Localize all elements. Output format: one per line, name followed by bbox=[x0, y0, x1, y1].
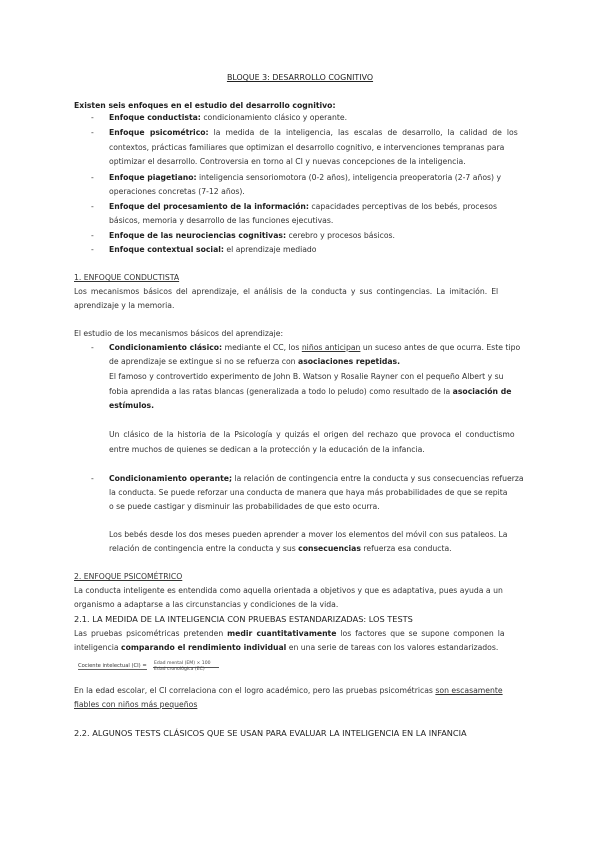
list-item-cont: básicos, memoria y desarrollo de las funciones ejecutivas. bbox=[109, 216, 334, 225]
paragraph-line: El estudio de los mecanismos básicos del aprendizaje: bbox=[74, 329, 284, 338]
list-item-cont: la conducta. Se puede reforzar una conducta de manera que haya más probabilidades de que se repita bbox=[109, 488, 508, 497]
formula-denominator: Edad cronológica (EC) bbox=[154, 667, 205, 672]
bullet: - bbox=[91, 231, 94, 240]
page-title: BLOQUE 3: DESARROLLO COGNITIVO bbox=[226, 73, 374, 82]
paragraph-line: La conducta inteligente es entendida como aquella orientada a objetivos y que es adaptativa, pues ayuda a un bbox=[74, 586, 503, 595]
paragraph-line: Las pruebas psicométricas pretenden medir cuantitativamente los factores que se supone componen la bbox=[74, 629, 505, 638]
list-item-cont: de aprendizaje se extingue si no se refuerza con asociaciones repetidas. bbox=[109, 357, 401, 366]
bullet: - bbox=[91, 245, 94, 254]
list-item-cont: contextos, prácticas familiares que optimizan el desarrollo cognitivo, e intervenciones tempranas para bbox=[109, 143, 505, 152]
bullet: - bbox=[91, 343, 94, 352]
paragraph-line: fiables con niños más pequeños bbox=[74, 700, 198, 709]
list-item-cont: operaciones concretas (7-12 años). bbox=[109, 187, 245, 196]
list-item-cont: optimizar el desarrollo. Controversia en torno al CI y nuevas concepciones de la inteligencia. bbox=[109, 157, 466, 166]
intro-line: Existen seis enfoques en el estudio del desarrollo cognitivo: bbox=[74, 101, 336, 110]
list-item-cont: o se puede castigar y disminuir las probabilidades de que esto ocurra. bbox=[109, 502, 380, 511]
section-heading: 2. ENFOQUE PSICOMÉTRICO bbox=[74, 572, 183, 581]
bullet: - bbox=[91, 113, 94, 122]
formula-label: Cociente intelectual (CI) = bbox=[78, 663, 147, 669]
bullet: - bbox=[91, 474, 94, 483]
list-item: Enfoque de las neurociencias cognitivas: cerebro y procesos básicos. bbox=[109, 231, 395, 240]
list-item: Enfoque del procesamiento de la información: capacidades perceptivas de los bebés, procesos bbox=[109, 202, 497, 211]
paragraph-line: aprendizaje y la memoria. bbox=[74, 301, 175, 310]
list-item-cont: fobia aprendida a las ratas blancas (generalizada a todo lo peludo) como resultado de la asociación de bbox=[109, 387, 512, 396]
list-item-cont: estímulos. bbox=[109, 401, 154, 410]
section-heading: 1. ENFOQUE CONDUCTISTA bbox=[74, 273, 180, 282]
list-item: Condicionamiento operante; la relación de contingencia entre la conducta y sus consecuencias refuerza bbox=[109, 474, 524, 483]
list-item: Enfoque contextual social: el aprendizaje mediado bbox=[109, 245, 317, 254]
list-item: Condicionamiento clásico: mediante el CC, los niños anticipan un suceso antes de que ocurra. Este tipo bbox=[109, 343, 521, 352]
iq-formula bbox=[78, 661, 220, 675]
list-item: Enfoque piagetiano: inteligencia sensoriomotora (0-2 años), inteligencia preoperatoria (2-7 años) y bbox=[109, 173, 502, 182]
subsection-heading: 2.1. LA MEDIDA DE LA INTELIGENCIA CON PRUEBAS ESTANDARIZADAS: LOS TESTS bbox=[74, 614, 413, 624]
bullet: - bbox=[91, 202, 94, 211]
paragraph-line: organismo a adaptarse a las circunstancias y condiciones de la vida. bbox=[74, 600, 339, 609]
list-item: Enfoque psicométrico: la medida de la inteligencia, las escalas de desarrollo, la calidad de los bbox=[109, 128, 518, 137]
list-item: Enfoque conductista: condicionamiento clásico y operante. bbox=[109, 113, 348, 122]
paragraph-line: Los mecanismos básicos del aprendizaje, el análisis de la conducta y sus contingencias. La imitación. El bbox=[74, 287, 499, 296]
paragraph-line: En la edad escolar, el CI correlaciona con el logro académico, pero las pruebas psicométricas son escasamente bbox=[74, 686, 503, 695]
bullet: - bbox=[91, 128, 94, 137]
list-item-cont: Un clásico de la historia de la Psicología y quizás el origen del rechazo que provoca el conductismo bbox=[109, 430, 515, 439]
list-item-cont: El famoso y controvertido experimento de John B. Watson y Rosalie Rayner con el pequeño Albert y su bbox=[109, 372, 504, 381]
list-item-cont: entre muchos de quienes se dedican a la protección y la educación de la infancia. bbox=[109, 445, 425, 454]
formula-numerator: Edad mental (EM) × 100 bbox=[154, 661, 211, 666]
subsection-heading: 2.2. ALGUNOS TESTS CLÁSICOS QUE SE USAN PARA EVALUAR LA INTELIGENCIA EN LA INFANCIA bbox=[74, 728, 467, 738]
list-item-cont: Los bebés desde los dos meses pueden aprender a mover los elementos del móvil con sus pataleos. La bbox=[109, 530, 508, 539]
list-item-cont: relación de contingencia entre la conducta y sus consecuencias refuerza esa conducta. bbox=[109, 544, 452, 553]
bullet: - bbox=[91, 173, 94, 182]
paragraph-line: inteligencia comparando el rendimiento individual en una serie de tareas con los valores estandarizados. bbox=[74, 643, 499, 652]
